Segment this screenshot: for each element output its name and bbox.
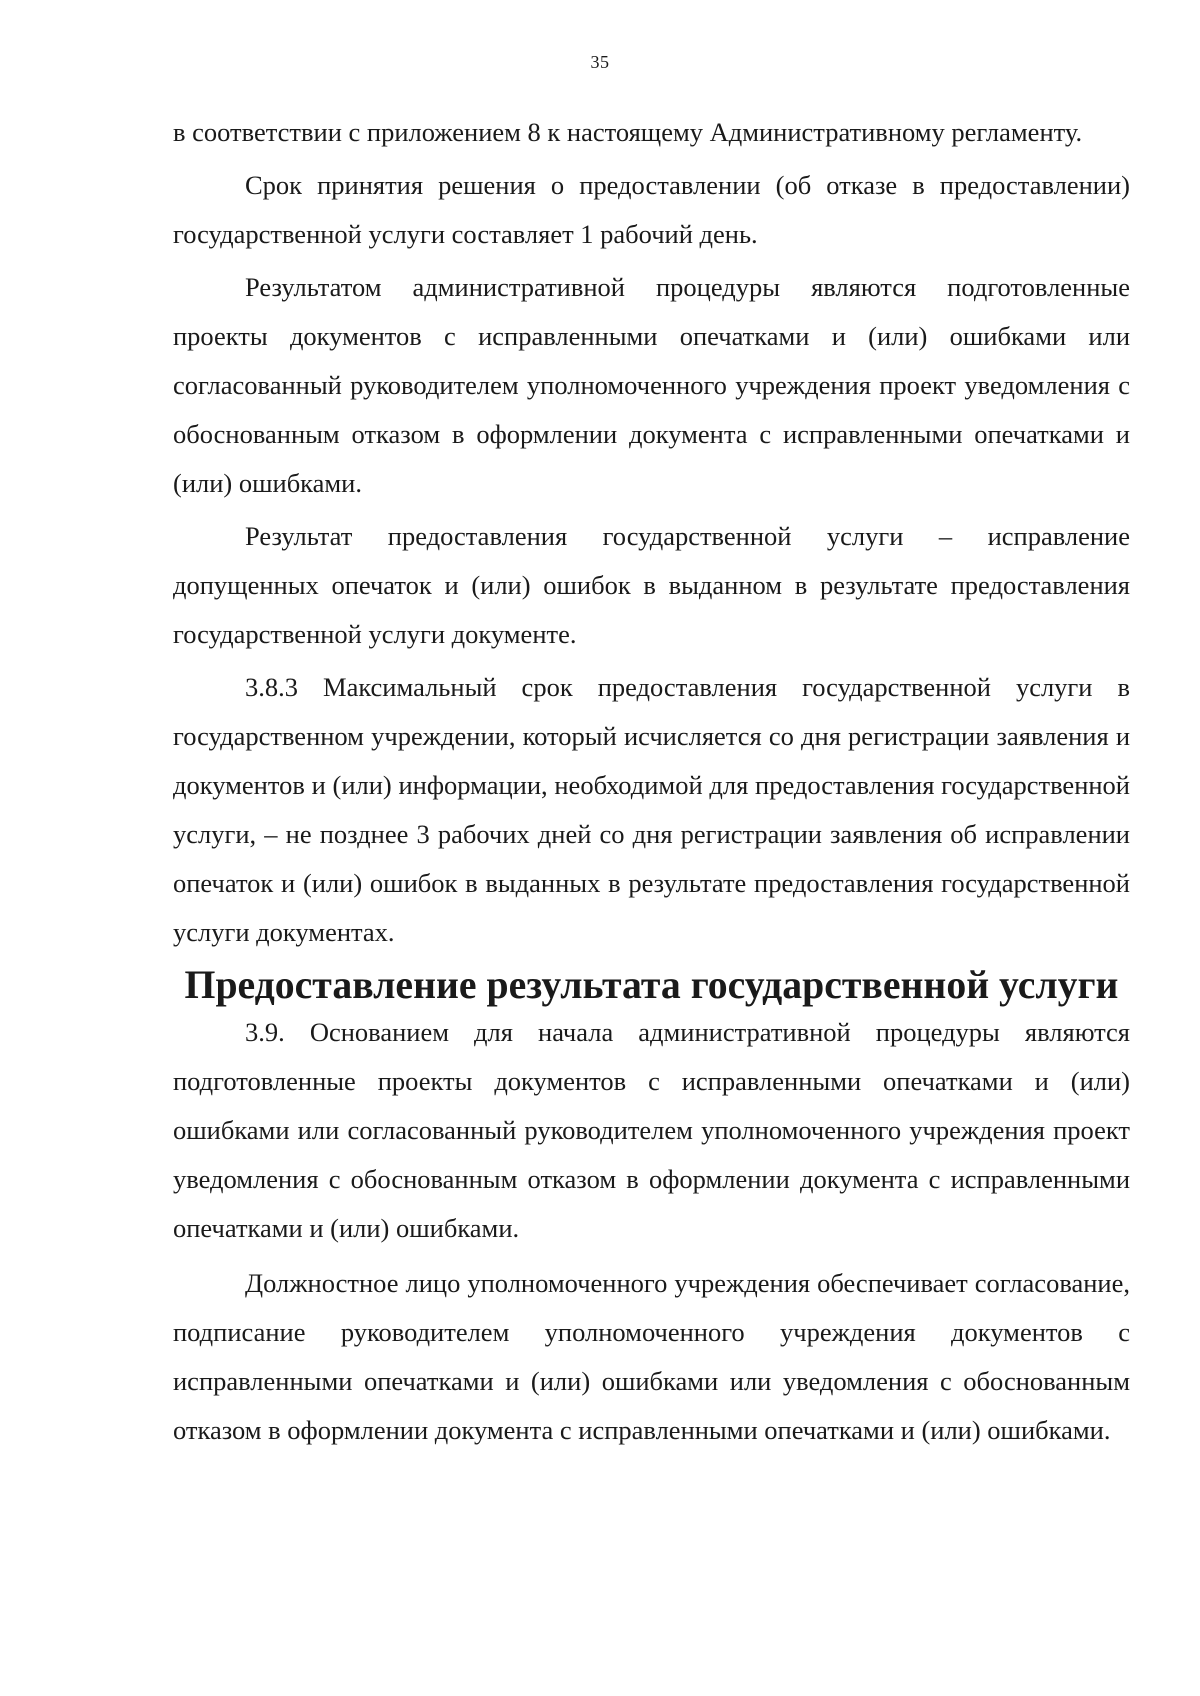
page-number: 35 [590, 52, 610, 72]
paragraph-service-result: Результат предоставления государственной услуги – исправление допущенных опечаток и (или) ошибок в выданном в результате предоставления государственной услуги документе. [173, 521, 1130, 649]
section-heading: Предоставление результата государственной услуги [184, 963, 1119, 1007]
document-body [173, 108, 1130, 1455]
paragraph-procedure-result: Результатом административной процедуры являются подготовленные проекты документов с исправленными опечатками и (или) ошибками или согласованный руководителем уполномоченного учреждения проект уведомления с обоснованным отказом в оформлении документа с исправленными опечатками и (или) ошибками. [173, 272, 1130, 498]
paragraph-3-9: 3.9. Основанием для начала административной процедуры являются подготовленные проекты документов с исправленными опечатками и (или) ошибками или согласованный руководителем уполномоченного учреждения проект уведомления с обоснованным отказом в оформлении документа с исправленными опечатками и (или) ошибками. [173, 1017, 1130, 1243]
paragraph-decision-term: Срок принятия решения о предоставлении (об отказе в предоставлении) государственной услуги составляет 1 рабочий день. [173, 170, 1130, 249]
paragraph-continuation: в соответствии с приложением 8 к настоящему Административному регламенту. [173, 117, 1083, 147]
paragraph-3-8-3: 3.8.3 Максимальный срок предоставления государственной услуги в государственном учреждении, который исчисляется со дня регистрации заявления и документов и (или) информации, необходимой для предоставления государственной услуги, – не позднее 3 рабочих дней со дня регистрации заявления об исправлении опечаток и (или) ошибок в выданных в результате предоставления государственной услуги документах. [173, 672, 1130, 947]
paragraph-official-duties: Должностное лицо уполномоченного учреждения обеспечивает согласование, подписание руководителем уполномоченного учреждения документов с исправленными опечатками и (или) ошибками или уведомления с обоснованным отказом в оформлении документа с исправленными опечатками и (или) ошибками. [173, 1268, 1130, 1445]
